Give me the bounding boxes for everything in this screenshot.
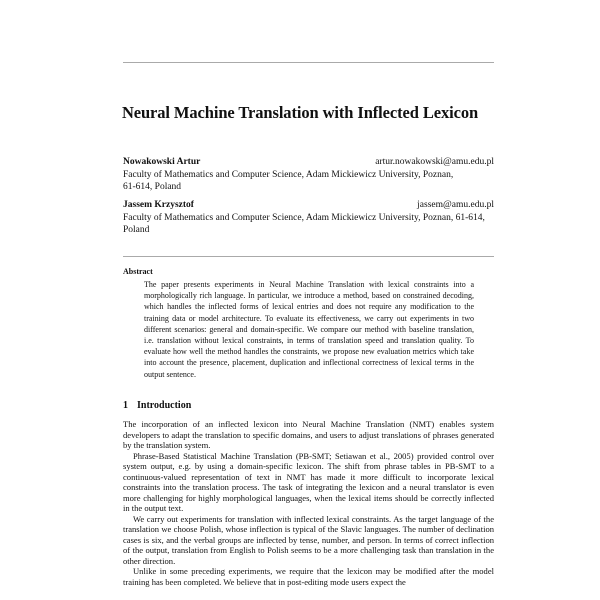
author-name: Jassem Krzysztof (123, 200, 194, 210)
abstract-heading: Abstract (123, 267, 153, 276)
section-number: 1 (123, 400, 128, 411)
author-block-1 (123, 156, 494, 194)
section-title: Introduction (137, 400, 192, 411)
author-email[interactable]: artur.nowakowski@amu.edu.pl (375, 157, 494, 167)
body-paragraph: We carry out experiments for translation with inflected lexical constraints. As the target language of the translation we choose Polish, whose inflection is typical of the Slavic languages. The number of declination cases is six, and the verbal groups are inflected by tense, number, and person. In terms of correct inflection of the output, translation from English to Polish seems to be a more challenging task than translation in the other direction. (123, 513, 494, 566)
section-body (123, 419, 494, 587)
body-paragraph: Phrase-Based Statistical Machine Translation (PB-SMT; Setiawan et al., 2005) provided control over system output, e.g. by using a domain-specific lexicon. The shift from phrase tables in PB-SMT to a continuous-valued representation of text in NMT has made it more difficult to incorporate lexical constraints into the translation process. The task of integrating the lexicon and a neural translator is even more challenging for highly morphological languages, when the lexical items should be correctly inflected in the output text. (123, 450, 494, 513)
author-name: Nowakowski Artur (123, 157, 201, 167)
abstract-text: The paper presents experiments in Neural Machine Translation with lexical constraints into a morphologically rich language. In particular, we introduce a method, based on constrained decoding, which handles the inflected forms of lexical entries and does not require any modification to the training data or model architecture. To evaluate its effectiveness, we carry out experiments in two different scenarios: general and domain-specific. We compare our method with baseline translation, i.e. translation without lexical constraints, in terms of translation speed and translation quality. To evaluate how well the method handles the constraints, we propose new evaluation metrics which take into account the presence, placement, duplication and inflectional correctness of lexical terms in the output sentence. (144, 280, 474, 379)
author-block-2 (123, 199, 494, 237)
section-heading (123, 400, 191, 411)
bottom-rule (123, 256, 494, 257)
author-affiliation-line: 61-614, Poland (123, 182, 182, 192)
body-paragraph: Unlike in some preceding experiments, we require that the lexicon may be modified after the model training has been completed. We believe that in post-editing mode users expect the (123, 566, 494, 587)
author-affiliation-line: Faculty of Mathematics and Computer Science, Adam Mickiewicz University, Poznan, (123, 169, 454, 180)
paper-title: Neural Machine Translation with Inflected Lexicon (121, 103, 479, 122)
author-affiliation-line: Faculty of Mathematics and Computer Science, Adam Mickiewicz University, Poznan, 61-614, (123, 212, 485, 223)
author-email[interactable]: jassem@amu.edu.pl (417, 200, 494, 210)
top-rule (123, 62, 494, 63)
body-paragraph: The incorporation of an inflected lexicon into Neural Machine Translation (NMT) enables system developers to adapt the translation to specific domains, and users to adjust translations of phrases generated by the translation system. (123, 419, 494, 450)
author-affiliation-line: Poland (123, 225, 150, 235)
